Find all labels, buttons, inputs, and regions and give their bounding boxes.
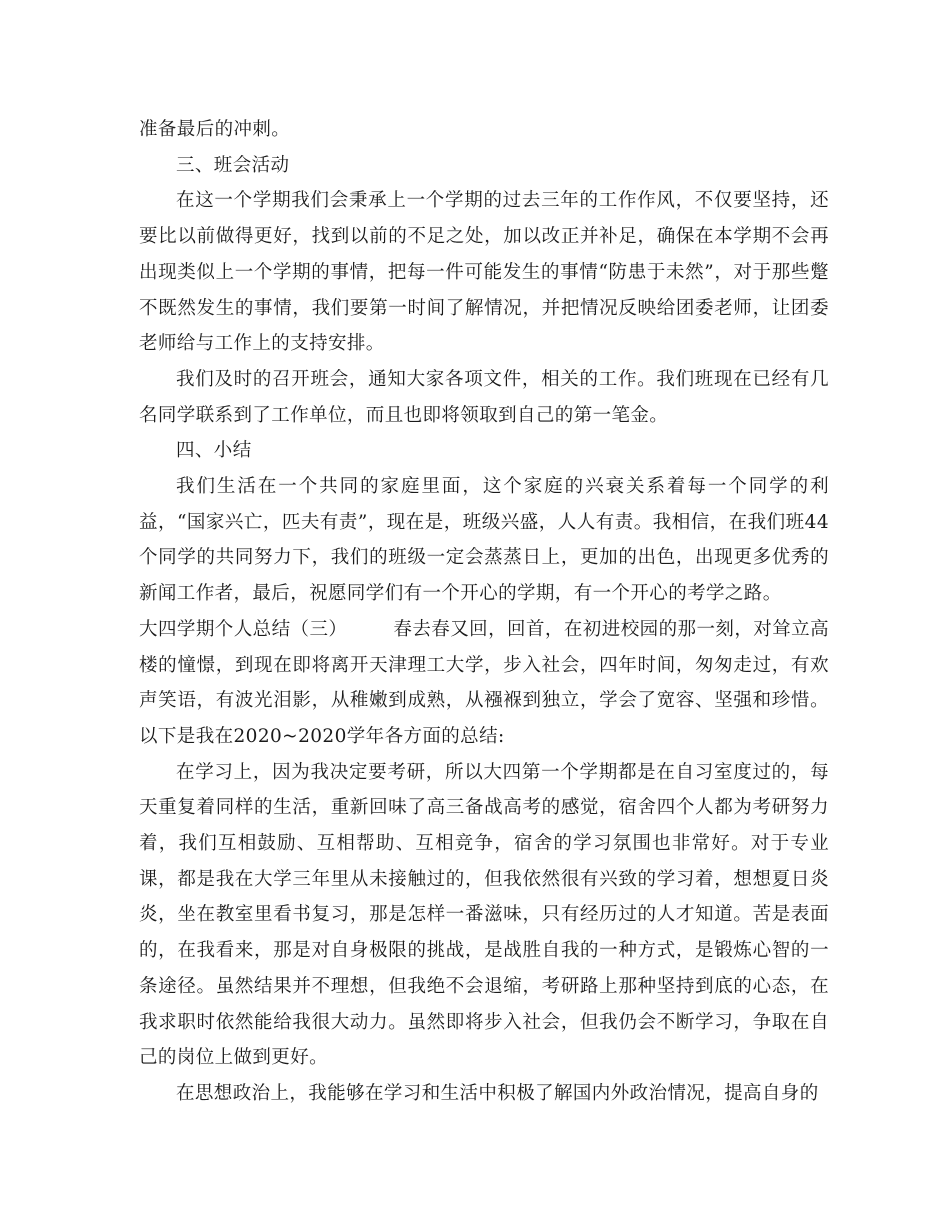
paragraph-study: 在学习上，因为我决定要考研，所以大四第一个学期都是在自习室度过的，每天重复着同样的生活，重新回味了高三备战高考的感觉，宿舍四个人都为考研努力着，我们互相鼓励、互相帮助、互相竞争，宿舍的学习氛围也非常好。对于专业课，都是我在大学三年里从未接触过的，但我依然很有兴致的学习着，想想夏日炎炎，坐在教室里看书复习，那是怎样一番滋味，只有经历过的人才知道。苦是表面的，在我看来，那是对自身极限的挑战，是战胜自我的一种方式，是锻炼心智的一条途径。虽然结果并不理想，但我绝不会退缩，考研路上那种坚持到底的心态，在我求职时依然能给我很大动力。虽然即将步入社会，但我仍会不断学习，争取在自己的岗位上做到更好。 xyxy=(139,761,829,1069)
personal-summary-intro: 春去春又回，回首，在初进校园的那一刻，对耸立高楼的憧憬，到现在即将离开天津理工大学，步入社会，四年时间，匆匆走过，有欢声笑语，有波光泪影，从稚嫩到成熟，从襁褓到独立，学会了宽容、坚强和珍惜。以下是我在2020~2020学年各方面的总结: xyxy=(139,618,830,747)
paragraph-personal-summary xyxy=(139,612,829,755)
section-heading-class-meeting: 三、班会活动 xyxy=(176,154,290,176)
paragraph-class-meeting: 在这一个学期我们会秉承上一个学期的过去三年的工作作风，不仅要坚持，还要比以前做得更好，找到以前的不足之处，加以改正并补足，确保在本学期不会再出现类似上一个学期的事情，把每一件可能发生的事情“防患于未然”，对于那些蹩不既然发生的事情，我们要第一时间了解情况，并把情况反映给团委老师，让团委老师给与工作上的支持安排。 xyxy=(139,190,829,355)
personal-summary-title: 大四学期个人总结（三） xyxy=(139,618,348,640)
paragraph-summary: 我们生活在一个共同的家庭里面，这个家庭的兴衰关系着每一个同学的利益，“国家兴亡，匹夫有责”，现在是，班级兴盛，人人有责。我相信，在我们班44个同学的共同努力下，我们的班级一定会蒸蒸日上，更加的出色，出现更多优秀的新闻工作者，最后，祝愿同学们有一个开心的学期，有一个开心的考学之路。 xyxy=(139,476,829,605)
section-heading-summary: 四、小结 xyxy=(176,440,252,462)
paragraph-politics: 在思想政治上，我能够在学习和生活中积极了解国内外政治情况，提高自身的 xyxy=(176,1082,819,1104)
document-body xyxy=(139,112,829,1112)
paragraph-meeting-notice: 我们及时的召开班会，通知大家各项文件，相关的工作。我们班现在已经有几名同学联系到了工作单位，而且也即将领取到自己的第一笔金。 xyxy=(139,368,829,426)
paragraph-continuation: 准备最后的冲刺。 xyxy=(139,119,291,140)
